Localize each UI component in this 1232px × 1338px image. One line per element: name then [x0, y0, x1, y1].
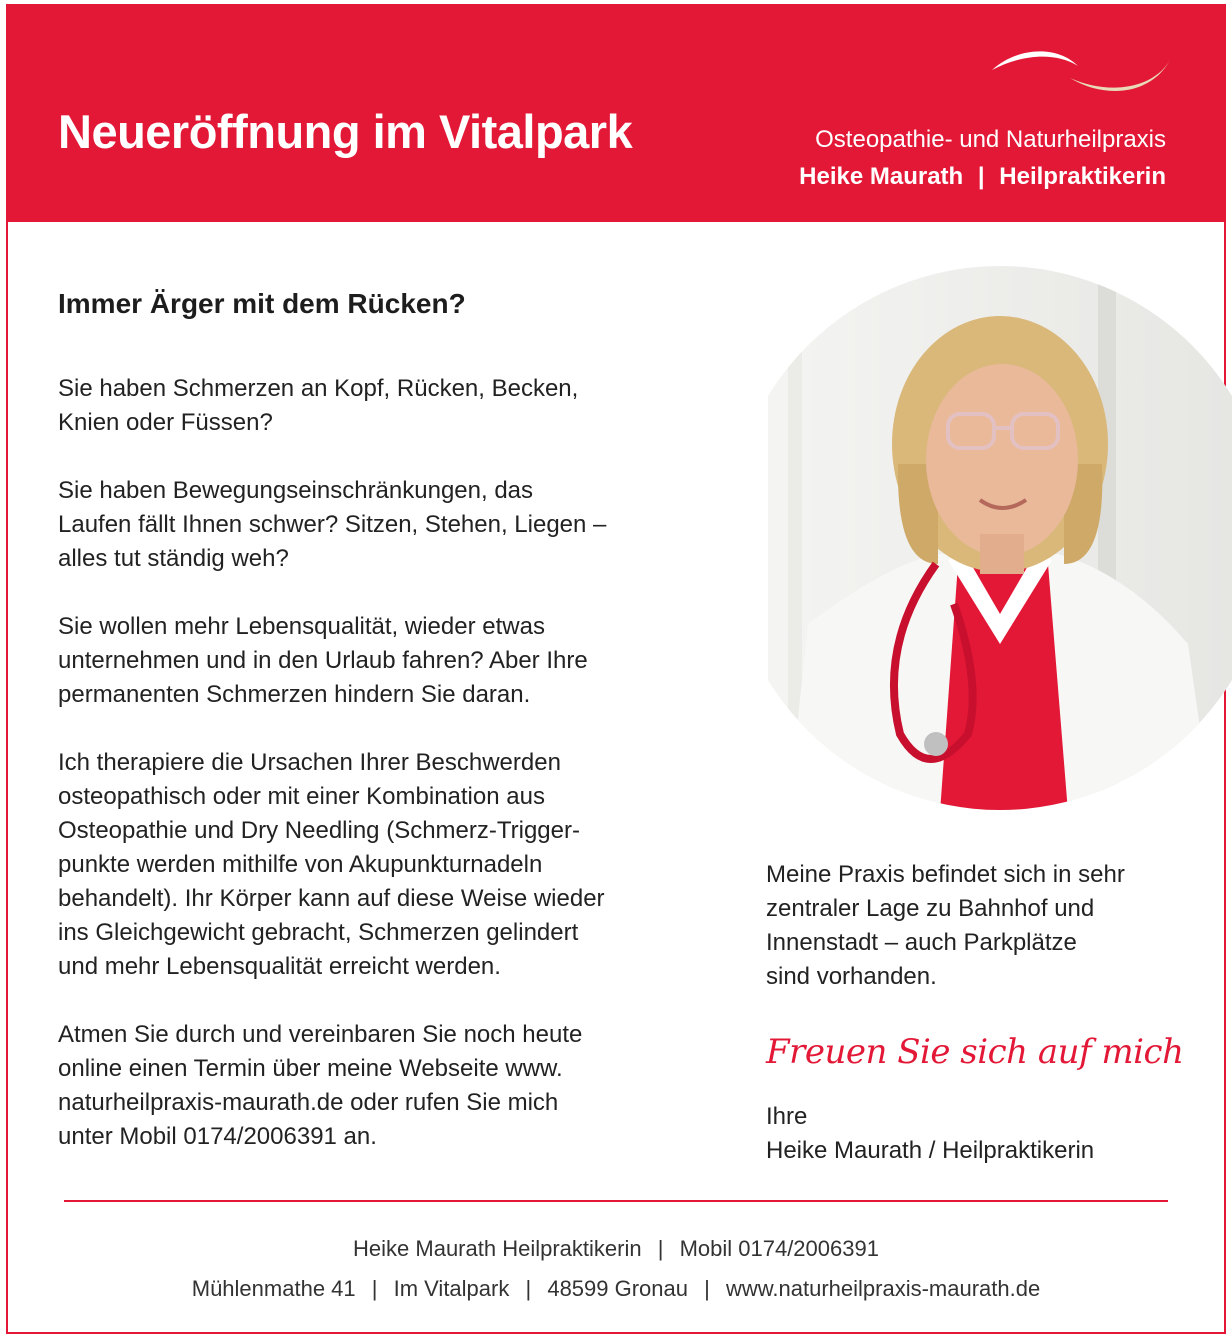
body-text: [58, 372, 718, 1188]
paragraph-quality: Sie wollen mehr Lebensqualität, wieder etwas unternehmen und in den Urlaub fahren? Aber Ihre permanenten Schmerzen hindern Sie daran.: [58, 613, 588, 708]
brand-divider: |: [977, 163, 985, 190]
footer-website: www.naturheilpraxis-maurath.de: [725, 1276, 1041, 1301]
location-paragraph: Meine Praxis befindet sich in sehr zentraler Lage zu Bahnhof und Innenstadt – auch Parkplätze sind vorhanden.: [766, 861, 1125, 990]
location-text: [766, 858, 1206, 994]
footer-practice-name: Heike Maurath Heilpraktikerin: [353, 1236, 642, 1261]
footer-street: Mühlenmathe 41: [191, 1276, 356, 1301]
brand-title: Heilpraktikerin: [999, 163, 1166, 190]
footer-separator: |: [704, 1276, 710, 1301]
footer-separator: |: [657, 1236, 664, 1261]
script-tagline: Freuen Sie sich auf mich: [766, 1032, 1184, 1072]
footer-contact-line: [8, 1236, 1224, 1262]
brand-name-line: [799, 163, 1166, 191]
header-banner: [8, 6, 1224, 222]
ad-frame: [6, 4, 1226, 1334]
portrait-photo: [768, 264, 1232, 812]
brand-name: Heike Maurath: [799, 163, 964, 190]
signature-greeting: Ihre: [766, 1103, 808, 1130]
footer-separator: |: [525, 1276, 532, 1301]
footer-city: 48599 Gronau: [547, 1276, 688, 1301]
paragraph-mobility: Sie haben Bewegungseinschränkungen, das Laufen fällt Ihnen schwer? Sitzen, Stehen, Liegen – alles tut ständig weh?: [58, 477, 607, 572]
footer-mobile: Mobil 0174/2006391: [679, 1236, 879, 1261]
paragraph-therapy: Ich therapiere die Ursachen Ihrer Beschwerden osteopathisch oder mit einer Kombination aus Osteopathie und Dry Needling (Schmerz-Trigger- punkte werden mithilfe von Akupunkturnadeln behandelt). Ihr Körper kann auf diese Weise wieder ins Gleichgewicht gebracht, Schmerzen gelindert und mehr Lebensqualität erreicht werden.: [58, 749, 605, 980]
signature-name: Heike Maurath / Heilpraktikerin: [766, 1137, 1095, 1164]
paragraph-pain: Sie haben Schmerzen an Kopf, Rücken, Becken, Knien oder Füssen?: [58, 375, 579, 436]
footer-divider: [64, 1200, 1168, 1202]
footer-location: Im Vitalpark: [393, 1276, 510, 1301]
footer-address-line: [8, 1276, 1224, 1302]
paragraph-appointment: Atmen Sie durch und vereinbaren Sie noch heute online einen Termin über meine Webseite www. naturheilpraxis-maurath.de oder rufen Sie mich unter Mobil 0174/2006391 an.: [58, 1021, 583, 1150]
brand-subtitle: Osteopathie- und Naturheilpraxis: [815, 126, 1166, 153]
footer-separator: |: [371, 1276, 378, 1301]
logo-swoosh-icon: [986, 44, 1172, 100]
headline: Neueröffnung im Vitalpark: [58, 105, 633, 158]
main-question: Immer Ärger mit dem Rücken?: [58, 288, 466, 319]
